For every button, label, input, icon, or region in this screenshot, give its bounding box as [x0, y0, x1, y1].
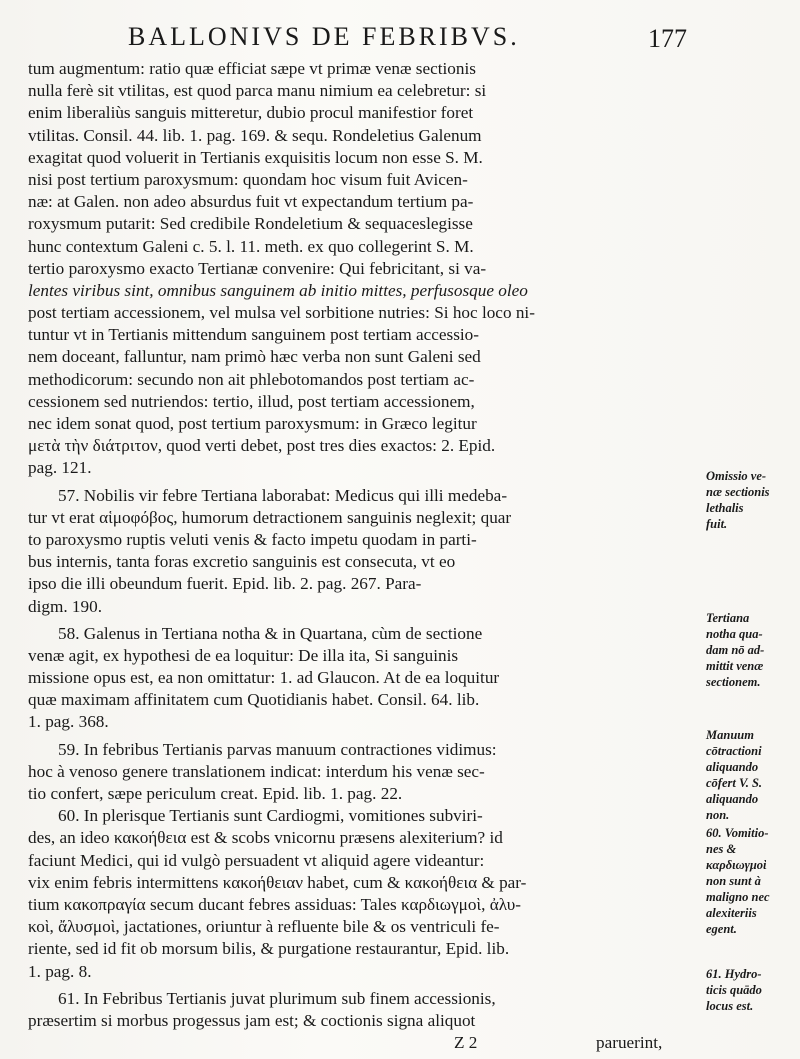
- paragraph-60: [28, 805, 688, 983]
- text-line: 58. Galenus in Tertiana notha & in Quartana, cùm de sectione: [58, 623, 483, 643]
- margin-note-line: cōtractioni: [706, 744, 762, 758]
- text-line: 60. In plerisque Tertianis sunt Cardiogmi, vomitiones subviri-: [58, 806, 483, 826]
- text-line: tuntur vt in Tertianis mittendum sanguinem post tertiam accessio-: [28, 325, 479, 345]
- text-line: digm. 190.: [28, 596, 103, 616]
- margin-note-line: Manuum: [706, 728, 754, 742]
- margin-note-line: cōfert V. S.: [706, 776, 763, 790]
- paragraph-61: [28, 988, 688, 1032]
- margin-note-line: Tertiana: [706, 611, 750, 625]
- margin-note-line: Omissio ve-: [706, 469, 767, 483]
- text-line: lentes viribus sint, omnibus sanguinem ab initio mittes, perfusosque oleo: [28, 280, 528, 300]
- text-line: nec idem sonat quod, post tertium paroxysmum: in Græco legitur: [28, 414, 477, 433]
- text-line: to paroxysmo ruptis veluti venis & facto impetu quodam in parti-: [28, 529, 477, 549]
- margin-note-line: aliquando: [706, 792, 759, 806]
- page-number: 177: [648, 24, 687, 53]
- text-line: nulla ferè sit vtilitas, est quod parca manu nimium ea celebretur: si: [28, 81, 487, 101]
- margin-note-line: notha qua-: [706, 627, 763, 641]
- margin-note-line: aliquando: [706, 760, 759, 774]
- text-line: methodicorum: secundo non ait phlebotomandos post tertiam ac-: [28, 369, 475, 389]
- text-line: 57. Nobilis vir febre Tertiana laborabat: Medicus qui illi medeba-: [58, 485, 508, 505]
- text-line: hoc à venoso genere translationem indicat: interdum his venæ sec-: [28, 761, 485, 781]
- paragraph-58: [28, 623, 688, 734]
- margin-note-line: dam nō ad-: [706, 643, 765, 657]
- text-line: næ: at Galen. non adeo absurdus fuit vt expectandum tertium pa-: [28, 192, 474, 212]
- text-line: quæ maximam affinitatem cum Quotidianis habet. Consil. 64. lib.: [28, 690, 480, 710]
- margin-note-line: nes &: [706, 842, 737, 856]
- paragraph-59: [28, 739, 688, 806]
- text-line: exagitat quod voluerit in Tertianis exquisitis locum non esse S. M.: [28, 147, 483, 167]
- margin-note-61: [706, 966, 798, 1014]
- paragraph-continuation: [28, 58, 688, 480]
- margin-note-58: [706, 610, 798, 690]
- signature-mark: Z 2: [454, 1033, 478, 1053]
- text-line: tio confert, sæpe periculum creat. Epid. lib. 1. pag. 22.: [28, 784, 403, 803]
- text-line: κοὶ, ἄλυσμοὶ, jactationes, oriuntur à refluente bile & os ventriculi fe-: [28, 917, 500, 937]
- margin-note-line: sectionem.: [706, 675, 761, 689]
- running-head: [0, 22, 800, 56]
- text-line: nisi post tertium paroxysmum: quondam hoc visum fuit Avicen-: [28, 169, 468, 189]
- text-line: nem doceant, falluntur, nam primò hæc verba non sunt Galeni sed: [28, 347, 481, 367]
- text-body: [28, 58, 688, 1054]
- running-title: BALLONIVS DE FEBRIBVS.: [128, 22, 520, 51]
- margin-note-line: mittit venæ: [706, 659, 764, 673]
- text-line: vtilitas. Consil. 44. lib. 1. pag. 169. & sequ. Rondeletius Galenum: [28, 125, 482, 145]
- text-line: μετὰ τὴν διάτριτον, quod verti debet, post tres dies exactos: 2. Epid.: [28, 436, 496, 456]
- text-line: 1. pag. 8.: [28, 961, 92, 981]
- text-line: ipso die illi obeundum fuerit. Epid. lib. 2. pag. 267. Para-: [28, 574, 422, 594]
- text-line: 1. pag. 368.: [28, 712, 109, 732]
- text-line: riente, sed id fit ob morsum bilis, & purgatione restaurantur, Epid. lib.: [28, 939, 510, 959]
- text-line: præsertim si morbus progessus jam est; & coctionis signa aliquot: [28, 1010, 476, 1030]
- margin-note-line: ticis quādo: [706, 983, 762, 997]
- margin-note-line: καρδιωγμοὶ: [706, 858, 767, 872]
- margin-note-line: egent.: [706, 922, 737, 936]
- text-line: 61. In Febribus Tertianis juvat plurimum sub finem accessionis,: [58, 988, 496, 1008]
- catchword: paruerint,: [596, 1033, 663, 1053]
- margin-note-line: 60. Vomitio-: [706, 826, 769, 840]
- text-line: hunc contextum Galeni c. 5. l. 11. meth. ex quo collegerint S. M.: [28, 236, 474, 256]
- margin-note-line: non sunt à: [706, 874, 761, 888]
- text-line: venæ agit, ex hypothesi de ea loquitur: De illa ita, Si sanguinis: [28, 645, 459, 665]
- text-line: post tertiam accessionem, vel mulsa vel sorbitione nutries: Si hoc loco ni-: [28, 303, 535, 323]
- text-line: bus internis, tanta foras excretio sanguinis est consecuta, vt eo: [28, 552, 456, 572]
- margin-note-line: lethalis: [706, 501, 744, 515]
- text-line: tur vt erat αἱμοφόβος, humorum detractionem sanguinis neglexit; quar: [28, 507, 512, 527]
- text-line: roxysmum putarit: Sed credibile Rondeletium & sequaceslegisse: [28, 214, 473, 234]
- text-line: cessionem sed nutriendos: tertio, illud, post tertiam accessionem,: [28, 391, 475, 411]
- text-line: tum augmentum: ratio quæ efficiat sæpe vt primæ venæ sectionis: [28, 59, 476, 78]
- margin-note-line: fuit.: [706, 517, 728, 531]
- text-line: tium κακοπραγία secum ducant febres assiduas: Tales καρδιωγμοὶ, ἀλυ-: [28, 894, 521, 914]
- text-line: faciunt Medici, qui id vulgò persuadent vt aliquid agere videantur:: [28, 850, 485, 870]
- text-line: des, an ideo κακοήθεια est & scobs vnicornu præsens alexiterium? id: [28, 828, 503, 848]
- margin-note-line: maligno nec: [706, 890, 770, 904]
- margin-note-line: locus est.: [706, 999, 754, 1013]
- text-line: pag. 121.: [28, 458, 92, 478]
- paragraph-57: [28, 485, 688, 618]
- text-line: tertio paroxysmo exacto Tertianæ convenire: Qui febricitant, si va-: [28, 258, 487, 278]
- margin-note-60: [706, 825, 798, 937]
- margin-note-59: [706, 727, 798, 823]
- margin-note-line: 61. Hydro-: [706, 967, 762, 981]
- margin-note-57: [706, 468, 798, 532]
- page-footer-line: [28, 1032, 688, 1054]
- margin-note-line: næ sectionis: [706, 485, 770, 499]
- margin-note-line: alexiteriis: [706, 906, 757, 920]
- text-line: vix enim febris intermittens κακοήθειαν habet, cum & κακοήθεια & par-: [28, 872, 527, 892]
- text-line: missione opus est, ea non omittatur: 1. ad Glaucon. At de ea loquitur: [28, 668, 500, 688]
- text-line: enim liberaliùs sanguis mitteretur, dubio procul manifestior foret: [28, 103, 474, 123]
- text-line: 59. In febribus Tertianis parvas manuum contractiones vidimus:: [58, 739, 497, 759]
- margin-note-line: non.: [706, 808, 730, 822]
